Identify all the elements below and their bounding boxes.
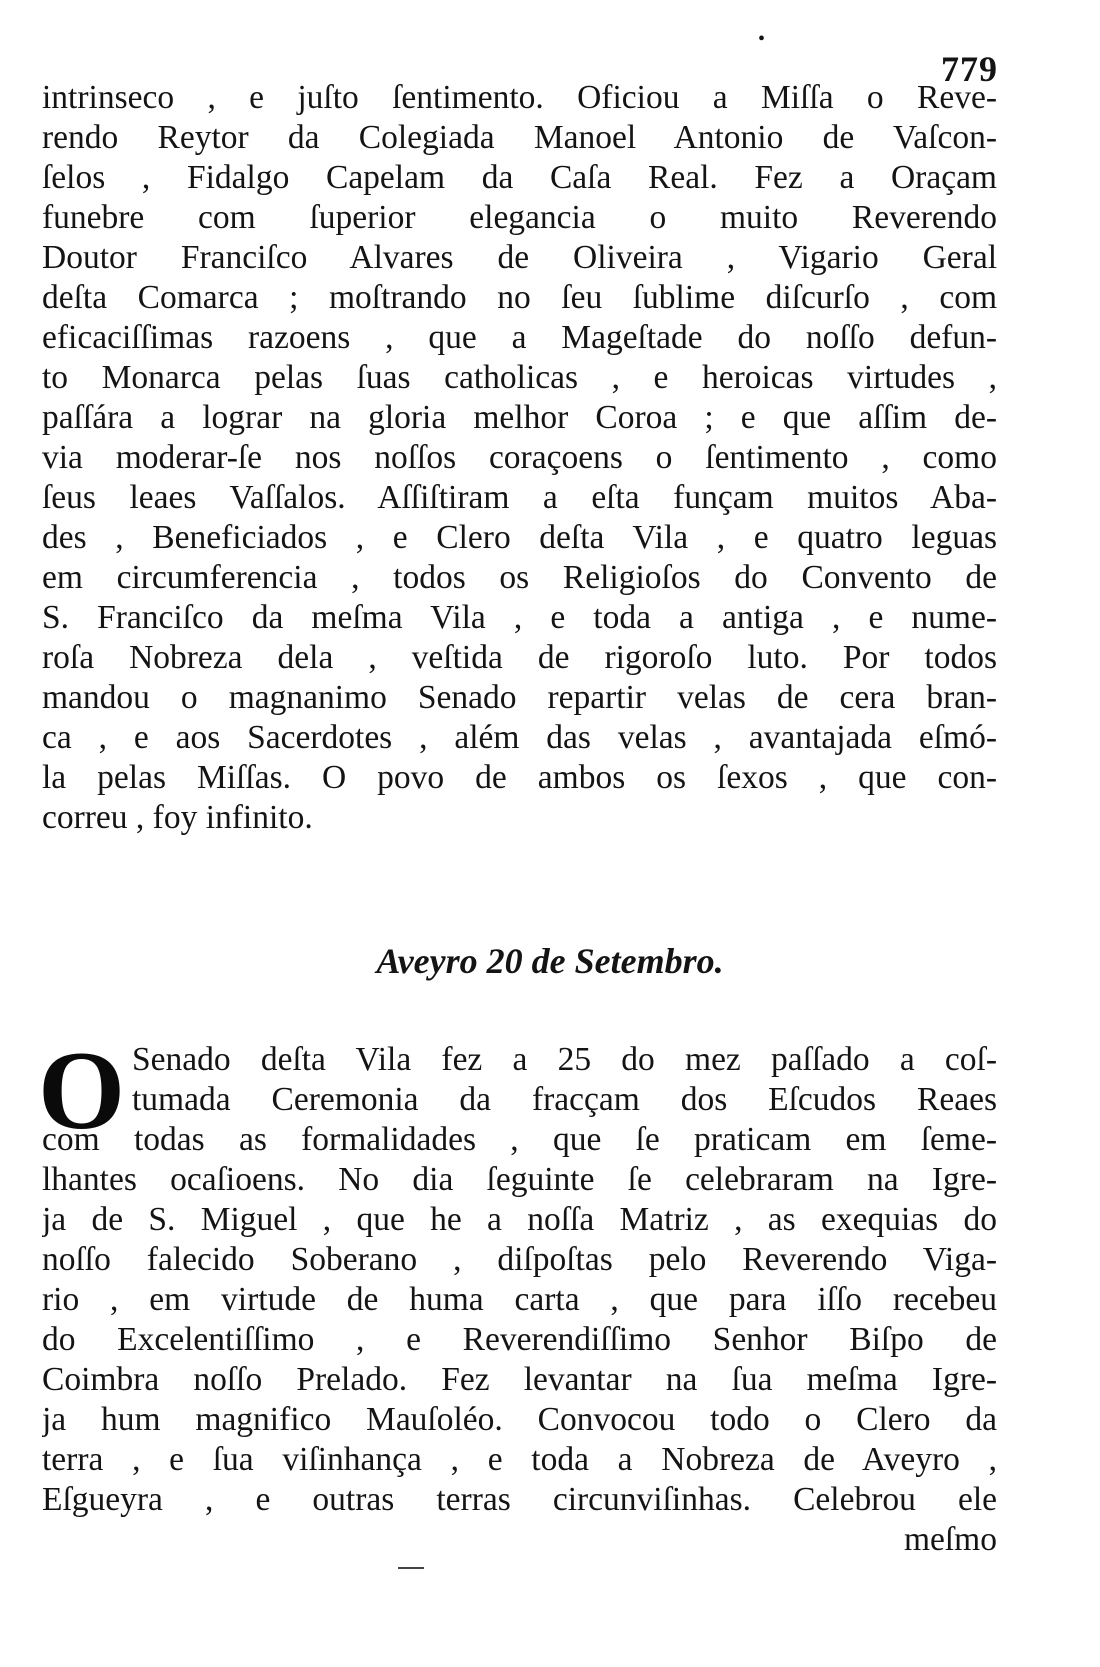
paragraph-2-line-9: Coimbra noſſo Prelado. Fez levantar na ſua meſma Igre- [42,1361,997,1398]
paragraph-1-line-5: Doutor Franciſco Alvares de Oliveira , Vigario Geral [42,239,997,276]
paragraph-1-line-2: rendo Reytor da Colegiada Manoel Antonio de Vaſcon- [42,119,997,156]
paragraph-1-line-10: via moderar-ſe nos noſſos coraçoens o ſentimento , como [42,439,997,476]
catchword: meſmo [903,1521,997,1558]
paragraph-1-line-9: paſſára a lograr na gloria melhor Coroa ; e que aſſim de- [42,399,997,436]
paragraph-1-line-8: to Monarca pelas ſuas catholicas , e heroicas virtudes , [42,359,997,396]
paragraph-1-line-15: roſa Nobreza dela , veſtida de rigoroſo luto. Por todos [42,639,997,676]
paragraph-2-line-4: lhantes ocaſioens. No dia ſeguinte ſe celebraram na Igre- [42,1161,997,1198]
printer-ornament: • [758,28,766,50]
drop-cap: O [38,1029,126,1153]
paragraph-2-line-3: com todas as formalidades , que ſe praticam em ſeme- [42,1121,997,1158]
paragraph-1-line-14: S. Franciſco da meſma Vila , e toda a antiga , e nume- [42,599,997,636]
paragraph-2-line-11: terra , e ſua viſinhança , e toda a Nobreza de Aveyro , [42,1441,997,1478]
paragraph-2-line-8: do Excelentiſſimo , e Reverendiſſimo Senhor Biſpo de [42,1321,997,1358]
paragraph-2-line-6: noſſo falecido Soberano , diſpoſtas pelo Reverendo Viga- [42,1241,997,1278]
paragraph-1-line-12: des , Beneficiados , e Clero deſta Vila , e quatro leguas [42,519,997,556]
paragraph-1-line-13: em circumferencia , todos os Religioſos do Convento de [42,559,997,596]
paragraph-1-line-4: funebre com ſuperior elegancia o muito Reverendo [42,199,997,236]
paragraph-1-line-16: mandou o magnanimo Senado repartir velas de cera bran- [42,679,997,716]
paragraph-1-line-18: la pelas Miſſas. O povo de ambos os ſexos , que con- [42,759,997,796]
paragraph-1-line-19: correu , foy infinito. [42,799,313,836]
paragraph-2-line-5: ja de S. Miguel , que he a noſſa Matriz , as exequias do [42,1201,997,1238]
footer-rule [398,1567,424,1569]
paragraph-2-line-12: Eſgueyra , e outras terras circunviſinhas. Celebrou ele [42,1481,997,1518]
paragraph-2-line-7: rio , em virtude de huma carta , que para iſſo recebeu [42,1281,997,1318]
page-number: 779 [941,49,998,89]
paragraph-2-line-2: tumada Ceremonia da fracçam dos Eſcudos Reaes [132,1081,997,1118]
paragraph-2-line-1: Senado deſta Vila fez a 25 do mez paſſado a coſ- [132,1041,997,1078]
paragraph-1-line-11: ſeus leaes Vaſſalos. Aſſiſtiram a eſta funçam muitos Aba- [42,479,997,516]
paragraph-1-line-6: deſta Comarca ; moſtrando no ſeu ſublime diſcurſo , com [42,279,997,316]
paragraph-1-line-1: intrinseco , e juſto ſentimento. Oficiou a Miſſa o Reve- [42,79,997,116]
paragraph-2-line-10: ja hum magnifico Mauſoléo. Convocou todo o Clero da [42,1401,997,1438]
paragraph-1-line-17: ca , e aos Sacerdotes , além das velas , avantajada eſmó- [42,719,997,756]
section-heading: Aveyro 20 de Setembro. [376,941,724,981]
paragraph-1-line-3: ſelos , Fidalgo Capelam da Caſa Real. Fez a Oraçam [42,159,997,196]
paragraph-1-line-7: eficaciſſimas razoens , que a Mageſtade do noſſo defun- [42,319,997,356]
